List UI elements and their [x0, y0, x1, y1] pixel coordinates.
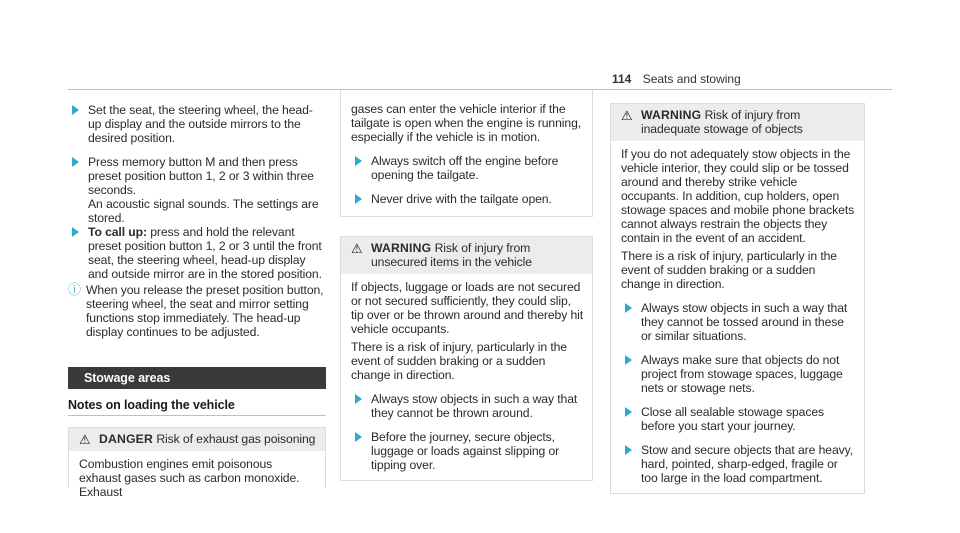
result-text: An acoustic signal sounds. The settings are stored. — [88, 197, 319, 225]
warning-header: ⚠ WARNING Risk of injury from inadequate stowage of objects — [611, 104, 864, 141]
bullet-arrow-icon — [625, 303, 632, 313]
column-2 — [340, 90, 593, 481]
bullet-arrow-icon — [625, 407, 632, 417]
danger-header: ⚠ DANGER Risk of exhaust gas poisoning — [69, 428, 325, 451]
bullet-arrow-icon — [625, 445, 632, 455]
list-item: Always switch off the engine before opening the tailgate. — [351, 154, 584, 182]
section-title: Stowage areas — [68, 367, 326, 389]
list-item: Press memory button M and then press preset position button 1, 2 or 3 within three seconds. An acoustic signal sounds. The settings are stored. — [68, 155, 326, 225]
danger-body: Combustion engines emit poisonous exhaust gases such as carbon monoxide. Exhaust — [79, 457, 300, 499]
warning-body: If objects, luggage or loads are not secured or not secured sufficiently, they could slip, tip over or be thrown around and thereby hit vehicle occupants. There is a risk of injury, particularly in the event of sudden braking or a sudden change in direction. Always stow objects in such a way that they cannot be thrown around. Before the journey, secure objects, luggage or loads against slipping or tipping over. — [351, 280, 584, 472]
note: ⓘ When you release the preset position button, steering wheel, the seat and mirror setting functions stop immediately. The head-up display continues to be adjusted. — [68, 282, 324, 339]
info-icon: ⓘ — [68, 282, 81, 297]
warning-triangle-icon: ⚠ — [621, 108, 633, 123]
bullet-arrow-icon — [355, 194, 362, 204]
bullet-arrow-icon — [355, 432, 362, 442]
bullet-arrow-icon — [72, 105, 79, 115]
page-header-title: Seats and stowing — [642, 72, 741, 86]
list-item: Stow and secure objects that are heavy, hard, pointed, sharp-edged, fragile or too large in the load compartment. — [621, 443, 856, 485]
list-item: To call up: press and hold the relevant preset position button 1, 2 or 3 until the front seat, the steering wheel, head-up display and outside mirror are in the stored position. — [68, 225, 326, 281]
bullet-arrow-icon — [72, 157, 79, 167]
list-item: Always stow objects in such a way that they cannot be tossed around in these or similar situations. — [621, 301, 856, 343]
page-number: 114 — [612, 72, 632, 86]
list-item: Never drive with the tailgate open. — [351, 192, 584, 206]
bullet-arrow-icon — [72, 227, 79, 237]
warning-body: If you do not adequately stow objects in the vehicle interior, they could slip or be tossed around and thereby strike vehicle occupants. In addition, cup holders, open stowage spaces and mobile phone brackets cannot always restrain the objects they contain in the event of an accident. There is a risk of injury, particularly in the event of sudden braking or a sudden change in direction. Always stow objects in such a way that they cannot be tossed around in these or similar situations. Always make sure that objects do not project from stowage spaces, luggage nets or stowage nets. Close all sealable stowage spaces before you start your journey. Stow and secure objects that are heavy, hard, pointed, sharp-edged, fragile or too large in the load compartment. — [621, 147, 855, 485]
list-item: Close all sealable stowage spaces before you start your journey. — [621, 405, 856, 433]
list-item: Before the journey, secure objects, luggage or loads against slipping or tipping over. — [351, 430, 584, 472]
column-3 — [610, 103, 865, 494]
call-up-label: To call up: — [88, 225, 147, 239]
list-item: Set the seat, the steering wheel, the head-up display and the outside mirrors to the desired position. — [68, 103, 326, 145]
page-header — [612, 72, 892, 86]
warning-box — [340, 236, 593, 481]
danger-box — [68, 427, 326, 499]
warning-box — [610, 103, 865, 494]
bullet-arrow-icon — [625, 355, 632, 365]
column-1 — [68, 103, 326, 499]
danger-box-continued: gases can enter the vehicle interior if the tailgate is open when the engine is running, especially if the vehicle is in motion. Always switch off the engine before opening the tailgate. Never drive with the tailgate open. — [340, 90, 593, 217]
bullet-arrow-icon — [355, 156, 362, 166]
list-item: Always stow objects in such a way that they cannot be thrown around. — [351, 392, 584, 420]
subheading: Notes on loading the vehicle — [68, 398, 235, 412]
subheading-rule — [68, 415, 326, 416]
warning-triangle-icon: ⚠ — [351, 241, 363, 256]
warning-triangle-icon: ⚠ — [79, 432, 91, 447]
bullet-arrow-icon — [355, 394, 362, 404]
warning-header: ⚠ WARNING Risk of injury from unsecured items in the vehicle — [341, 237, 592, 274]
list-item: Always make sure that objects do not project from stowage spaces, luggage nets or stowage nets. — [621, 353, 856, 395]
